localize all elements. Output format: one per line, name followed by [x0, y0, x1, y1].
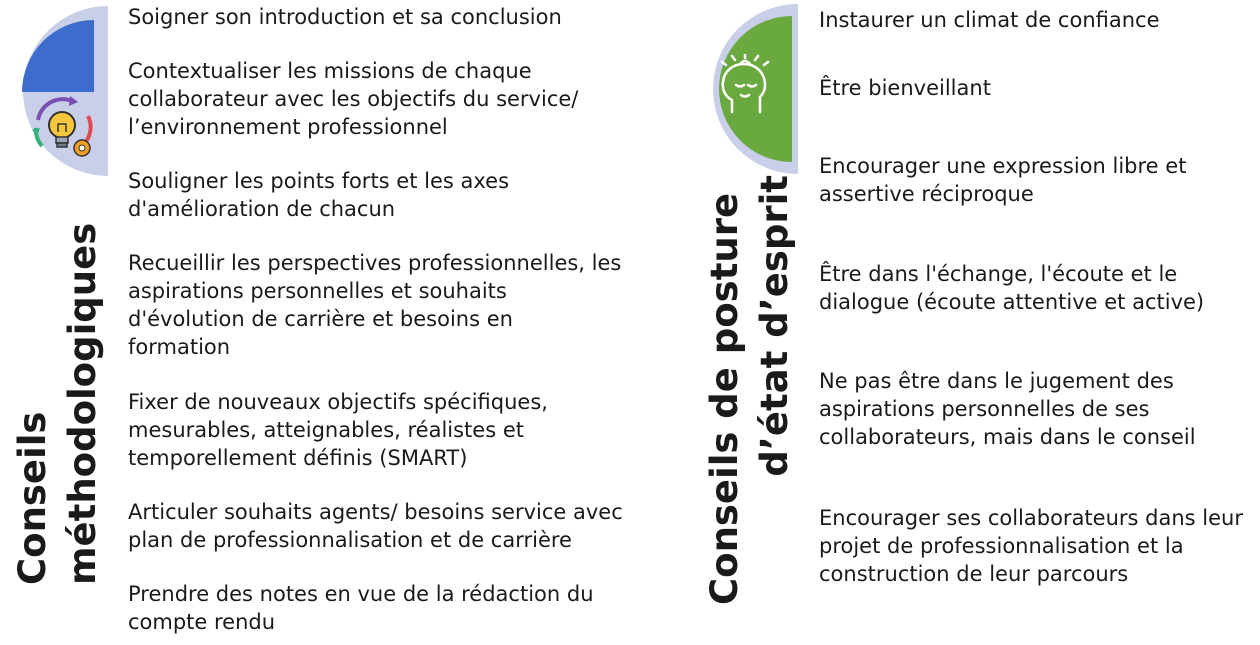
tip-line: d'amélioration de chacun: [128, 197, 396, 221]
methodology-tip: [128, 3, 562, 31]
tip-line: Ne pas être dans le jugement des: [819, 369, 1174, 393]
lightbulb-gear-cycle-icon: [26, 92, 98, 164]
tip-line: projet de professionnalisation et la: [819, 534, 1184, 558]
posture-tip: [819, 6, 1160, 34]
posture-tip: [819, 260, 1204, 316]
tip-line: plan de professionnalisation et de carrière: [128, 528, 572, 552]
tip-line: aspirations personnelles et souhaits: [128, 279, 507, 303]
tip-line: collaborateurs, mais dans le conseil: [819, 425, 1196, 449]
posture-badge: [696, 4, 798, 174]
tip-line: assertive réciproque: [819, 182, 1034, 206]
tip-line: d'évolution de carrière et besoins en: [128, 307, 513, 331]
posture-title: [700, 175, 800, 605]
posture-tip: [819, 152, 1186, 208]
tip-line: Articuler souhaits agents/ besoins service avec: [128, 500, 623, 524]
posture-tip: [819, 367, 1196, 451]
tip-line: compte rendu: [128, 610, 276, 634]
posture-tip: [819, 504, 1243, 588]
methodology-tip: [128, 167, 509, 223]
tip-line: mesurables, atteignables, réalistes et: [128, 418, 524, 442]
posture-tip: [819, 74, 991, 102]
tip-line: Être bienveillant: [819, 76, 991, 100]
tip-line: Soigner son introduction et sa conclusion: [128, 5, 562, 29]
tip-line: temporellement définis (SMART): [128, 446, 468, 470]
methodology-tip: [128, 249, 621, 361]
methodology-badge: [6, 6, 108, 176]
tip-line: Prendre des notes en vue de la rédaction du: [128, 582, 594, 606]
tip-line: Recueillir les perspectives professionnelles, les: [128, 251, 622, 275]
tip-line: Fixer de nouveaux objectifs spécifiques,: [128, 390, 548, 414]
tip-line: formation: [128, 335, 231, 359]
tip-line: Encourager une expression libre et: [819, 154, 1187, 178]
tip-line: Être dans l'échange, l'écoute et le: [819, 262, 1178, 286]
posture-title-line-2: d’état d’esprit: [753, 175, 796, 477]
methodology-title-line-1: Conseils: [11, 411, 54, 585]
posture-title-line-1: Conseils de posture: [703, 192, 746, 605]
tip-line: collaborateur avec les objectifs du service/: [128, 87, 579, 111]
tip-line: construction de leur parcours: [819, 562, 1129, 586]
methodology-title: [8, 185, 108, 585]
tip-line: Contextualiser les missions de chaque: [128, 59, 532, 83]
methodology-tip: [128, 580, 594, 636]
tip-line: Encourager ses collaborateurs dans leur: [819, 506, 1243, 530]
methodology-tip: [128, 498, 623, 554]
tip-line: Instaurer un climat de confiance: [819, 8, 1160, 32]
tip-line: aspirations personnelles de ses: [819, 397, 1150, 421]
tip-line: l’environnement professionnel: [128, 115, 448, 139]
methodology-tip: [128, 57, 578, 141]
tip-line: Souligner les points forts et les axes: [128, 169, 510, 193]
tip-line: dialogue (écoute attentive et active): [819, 290, 1205, 314]
methodology-title-line-2: méthodologiques: [61, 222, 104, 585]
methodology-tip: [128, 388, 548, 472]
mindful-head-icon: [710, 54, 780, 124]
